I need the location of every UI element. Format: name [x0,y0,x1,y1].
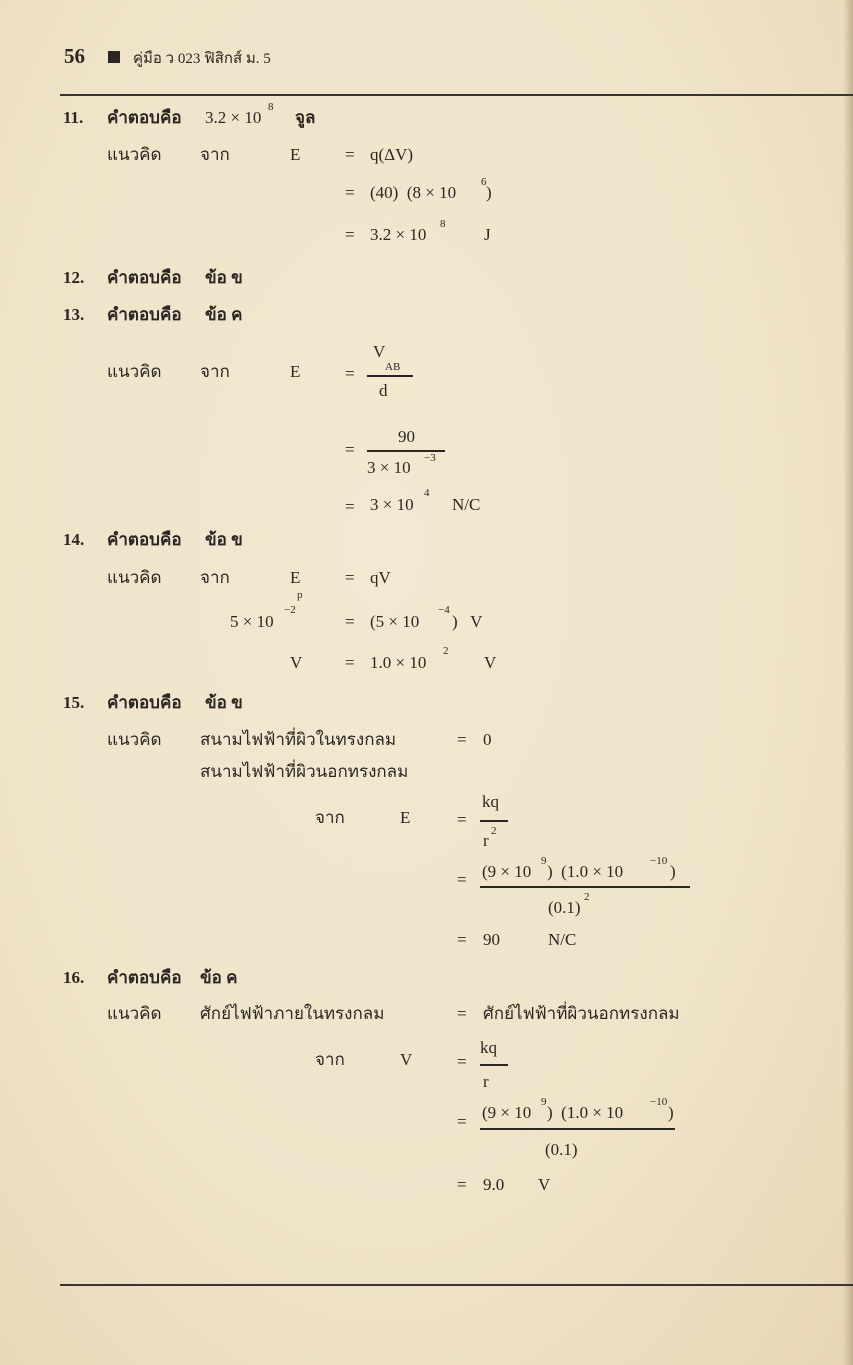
q16-answer: ข้อ ค [200,968,238,987]
q15-f2-num-c: ) [670,862,676,881]
q14-eq1: = [345,568,355,587]
q16-f2-num-a: (9 × 10 [482,1103,532,1122]
q12-number: 12. [63,268,85,287]
q16-line1: ศักย์ไฟฟ้าภายในทรงกลม [200,1004,385,1023]
q13-eq1: = [345,364,355,383]
q14-lhs2: 5 × 10 [230,612,274,631]
q16-f2-num-b: ) (1.0 × 10 [547,1103,624,1122]
q16-f2-num-a-exp: 9 [541,1096,547,1108]
q13-result: 3 × 10 [370,495,414,514]
q12-answer: ข้อ ข [205,268,243,287]
q11-step1: q(ΔV) [370,145,414,164]
page-edge-shadow [843,0,853,1365]
q14-from: จาก [200,568,230,587]
q11-step2-end: ) [486,183,492,202]
q11-step3-unit: J [484,225,491,244]
q15-line1-value: 0 [483,730,492,749]
q11-number: 11. [63,108,84,127]
q14-step2-end: ) V [452,612,483,631]
q12-answer-label: คำตอบคือ [107,268,182,287]
q13-result-unit: N/C [452,495,481,514]
q16-f2-num-b-exp: −10 [650,1096,668,1108]
q11-step2: (40) (8 × 10 [370,183,457,202]
q11-eq3: = [345,225,355,244]
q15-f1-fraction-bar [480,820,508,822]
q13-eq3: = [345,497,355,516]
q15-result-unit: N/C [548,930,577,949]
q14-step1: qV [370,568,391,587]
q11-answer-exp: 8 [268,101,274,113]
q15-f2-num-a: (9 × 10 [482,862,532,881]
q16-f1-fraction-bar [480,1064,508,1066]
q16-f2-fraction-bar [480,1128,675,1130]
header-square-icon [108,51,120,63]
q11-step2-exp: 6 [481,176,487,188]
q16-f1-den: r [483,1072,489,1091]
q16-lhs: V [400,1050,413,1069]
q13-method-label: แนวคิด [107,362,162,381]
q16-number: 16. [63,968,85,987]
q13-f1-den: d [379,381,388,400]
q14-step2: (5 × 10 [370,612,420,631]
q16-line1-value: ศักย์ไฟฟ้าที่ผิวนอกทรงกลม [483,1004,680,1023]
q13-f1-num: V [373,342,386,361]
q15-f2-fraction-bar [480,886,690,888]
q16-f2-den: (0.1) [545,1140,578,1159]
q16-eq3: = [457,1112,467,1131]
q15-f2-den: (0.1) [548,898,581,917]
q16-f1-num: kq [480,1038,497,1057]
q14-lhs: E [290,568,301,587]
q15-from: จาก [315,808,345,827]
q13-answer-label: คำตอบคือ [107,305,182,324]
q13-lhs: E [290,362,301,381]
q15-f2-num-b: ) (1.0 × 10 [547,862,624,881]
q11-eq2: = [345,183,355,202]
q15-method-label: แนวคิด [107,730,162,749]
q14-eq3: = [345,653,355,672]
q14-answer-label: คำตอบคือ [107,530,182,549]
q16-result: 9.0 [483,1175,505,1194]
q16-eq1: = [457,1004,467,1023]
q11-lhs: E [290,145,301,164]
q11-eq1: = [345,145,355,164]
q16-method-label: แนวคิด [107,1004,162,1023]
q13-f1-fraction-bar [367,375,413,377]
q15-answer: ข้อ ข [205,693,243,712]
q13-f1-num-sub: AB [385,361,401,373]
q16-answer-label: คำตอบคือ [107,968,182,987]
q11-from: จาก [200,145,230,164]
q13-from: จาก [200,362,230,381]
q15-eq1: = [457,730,467,749]
q16-eq2: = [457,1052,467,1071]
q15-lhs: E [400,808,411,827]
q11-step3: 3.2 × 10 [370,225,427,244]
header-title: คู่มือ ว 023 ฟิสิกส์ ม. 5 [133,51,271,67]
q11-answer-label: คำตอบคือ [107,108,182,127]
q13-number: 13. [63,305,85,324]
q13-answer: ข้อ ค [205,305,243,324]
q16-f2-num-c: ) [668,1103,674,1122]
q14-step3-unit: V [484,653,497,672]
q14-number: 14. [63,530,85,549]
q13-f2-den: 3 × 10 [367,458,411,477]
page-number: 56 [64,44,85,68]
q14-step2-exp: −4 [438,604,450,616]
q15-f2-num-b-exp: −10 [650,855,668,867]
q14-step3-exp: 2 [443,645,449,657]
q15-f1-num: kq [482,792,499,811]
q13-eq2: = [345,440,355,459]
q15-f2-num-a-exp: 9 [541,855,547,867]
q15-eq2: = [457,810,467,829]
q11-step3-exp: 8 [440,218,446,230]
q16-result-unit: V [538,1175,551,1194]
q14-answer: ข้อ ข [205,530,243,549]
q15-number: 15. [63,693,85,712]
q13-result-exp: 4 [424,487,430,499]
q14-step3: 1.0 × 10 [370,653,427,672]
q11-answer-unit: จูล [295,108,316,127]
q16-from: จาก [315,1050,345,1069]
header-rule [60,94,853,96]
q11-answer: 3.2 × 10 [205,108,262,127]
q15-line2: สนามไฟฟ้าที่ผิวนอกทรงกลม [200,762,409,781]
q14-method-label: แนวคิด [107,568,162,587]
q15-f1-den-exp: 2 [491,825,497,837]
q13-f2-num: 90 [398,427,415,446]
q15-answer-label: คำตอบคือ [107,693,182,712]
q11-method-label: แนวคิด [107,145,162,164]
q14-lhs2-exp: −2 [284,604,296,616]
q15-result: 90 [483,930,500,949]
q14-lhs-sub: p [297,589,303,601]
q13-f2-den-exp: −3 [424,452,436,464]
q14-eq2: = [345,612,355,631]
q14-lhs3: V [290,653,303,672]
q15-eq3: = [457,870,467,889]
footer-rule [60,1284,853,1286]
q15-f1-den: r [483,831,489,850]
q15-line1: สนามไฟฟ้าที่ผิวในทรงกลม [200,730,397,749]
q15-f2-den-exp: 2 [584,891,590,903]
q16-eq4: = [457,1175,467,1194]
q15-eq4: = [457,930,467,949]
